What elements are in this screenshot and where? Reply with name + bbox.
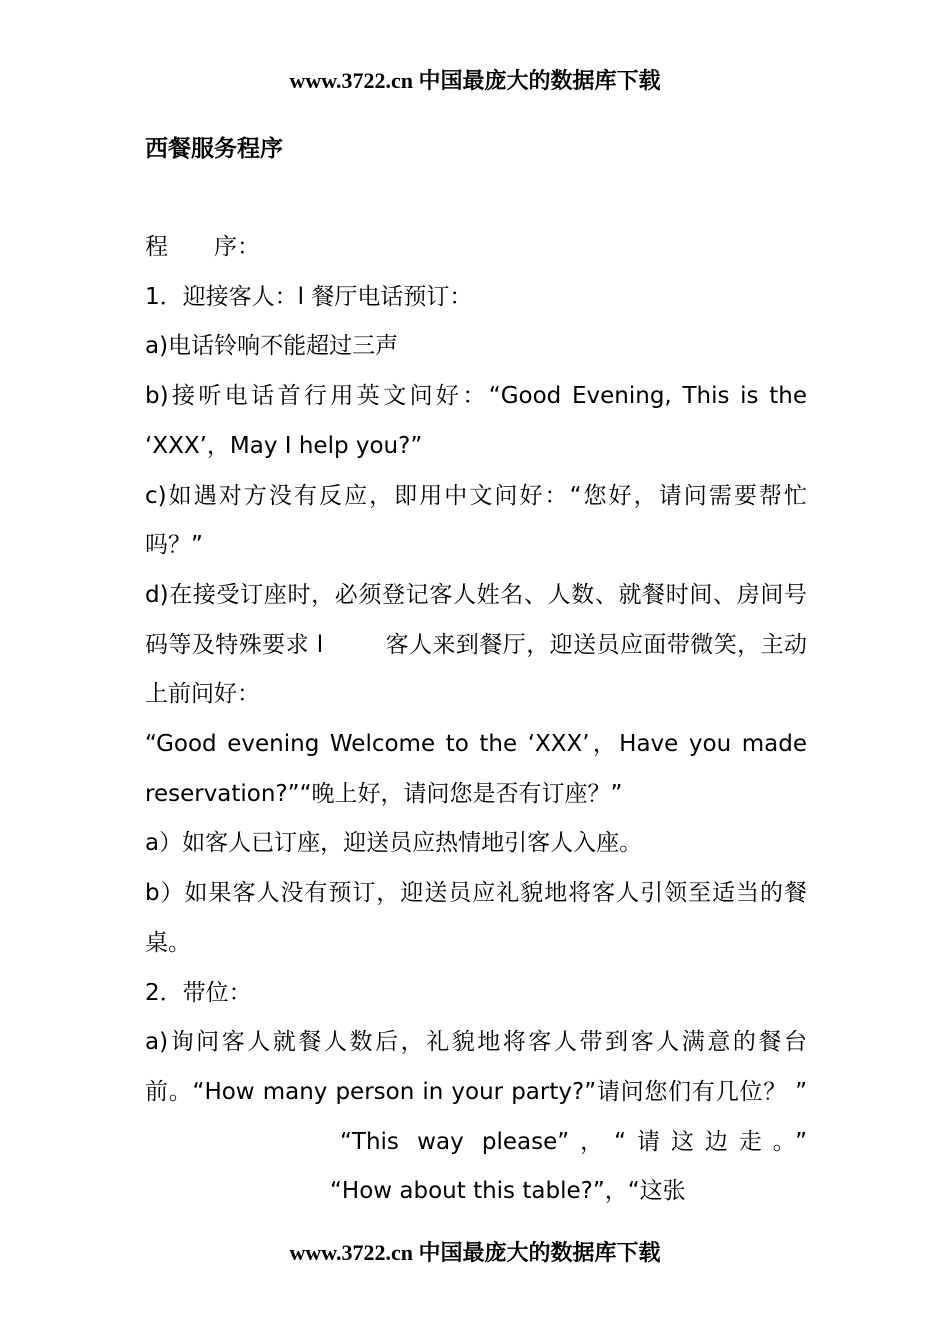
table-phrase: “How about this table?”，“这张 [330, 1178, 686, 1205]
page-header: www.3722.cn 中国最庞大的数据库下载 [289, 68, 661, 93]
procedure-label: 程 序： [145, 234, 260, 260]
section-1-item-a: a)电话铃响不能超过三声 [145, 333, 399, 360]
section-2-item-a-text: a)询问客人就餐人数后，礼貌地将客人带到客人满意的餐台前。“How many person in your party?”请问您们有几位？ ” [145, 1029, 807, 1105]
guest-arrival-text: 客人来到餐厅，迎送员应面带微笑，主动上前问好： [145, 631, 808, 708]
this-way-phrase: “This way please”，“请这边走。” [340, 1128, 807, 1155]
section-1-item-b: b)接听电话首行用英文问好：“Good Evening, This is the ‘XXX’，May I help you?” [145, 383, 807, 459]
section-1-heading: 1．迎接客人：l 餐厅电话预订： [145, 283, 473, 310]
section-1-item-d [145, 571, 807, 720]
document-body [145, 223, 807, 1217]
arrival-item-b: b）如果客人没有预订，迎送员应礼貌地将客人引领至适当的餐桌。 [145, 880, 807, 956]
arrival-item-a: a）如客人已订座，迎送员应热情地引客人入座。 [145, 830, 643, 857]
section-2-heading: 2．带位： [145, 979, 252, 1006]
section-1-item-d-text: d)在接受订座时，必须登记客人姓名、人数、就餐时间、房间号码等及特殊要求 l [145, 581, 807, 658]
document-title: 西餐服务程序 [145, 135, 283, 162]
greeting-text: “Good evening Welcome to the ‘XXX’，Have you made reservation?”“晚上好，请问您是否有订座？” [145, 731, 807, 807]
section-1-item-c: c)如遇对方没有反应，即用中文问好：“您好，请问需要帮忙吗？” [145, 482, 807, 559]
section-2-item-a [145, 1018, 807, 1217]
page-footer: www.3722.cn 中国最庞大的数据库下载 [289, 1240, 661, 1265]
